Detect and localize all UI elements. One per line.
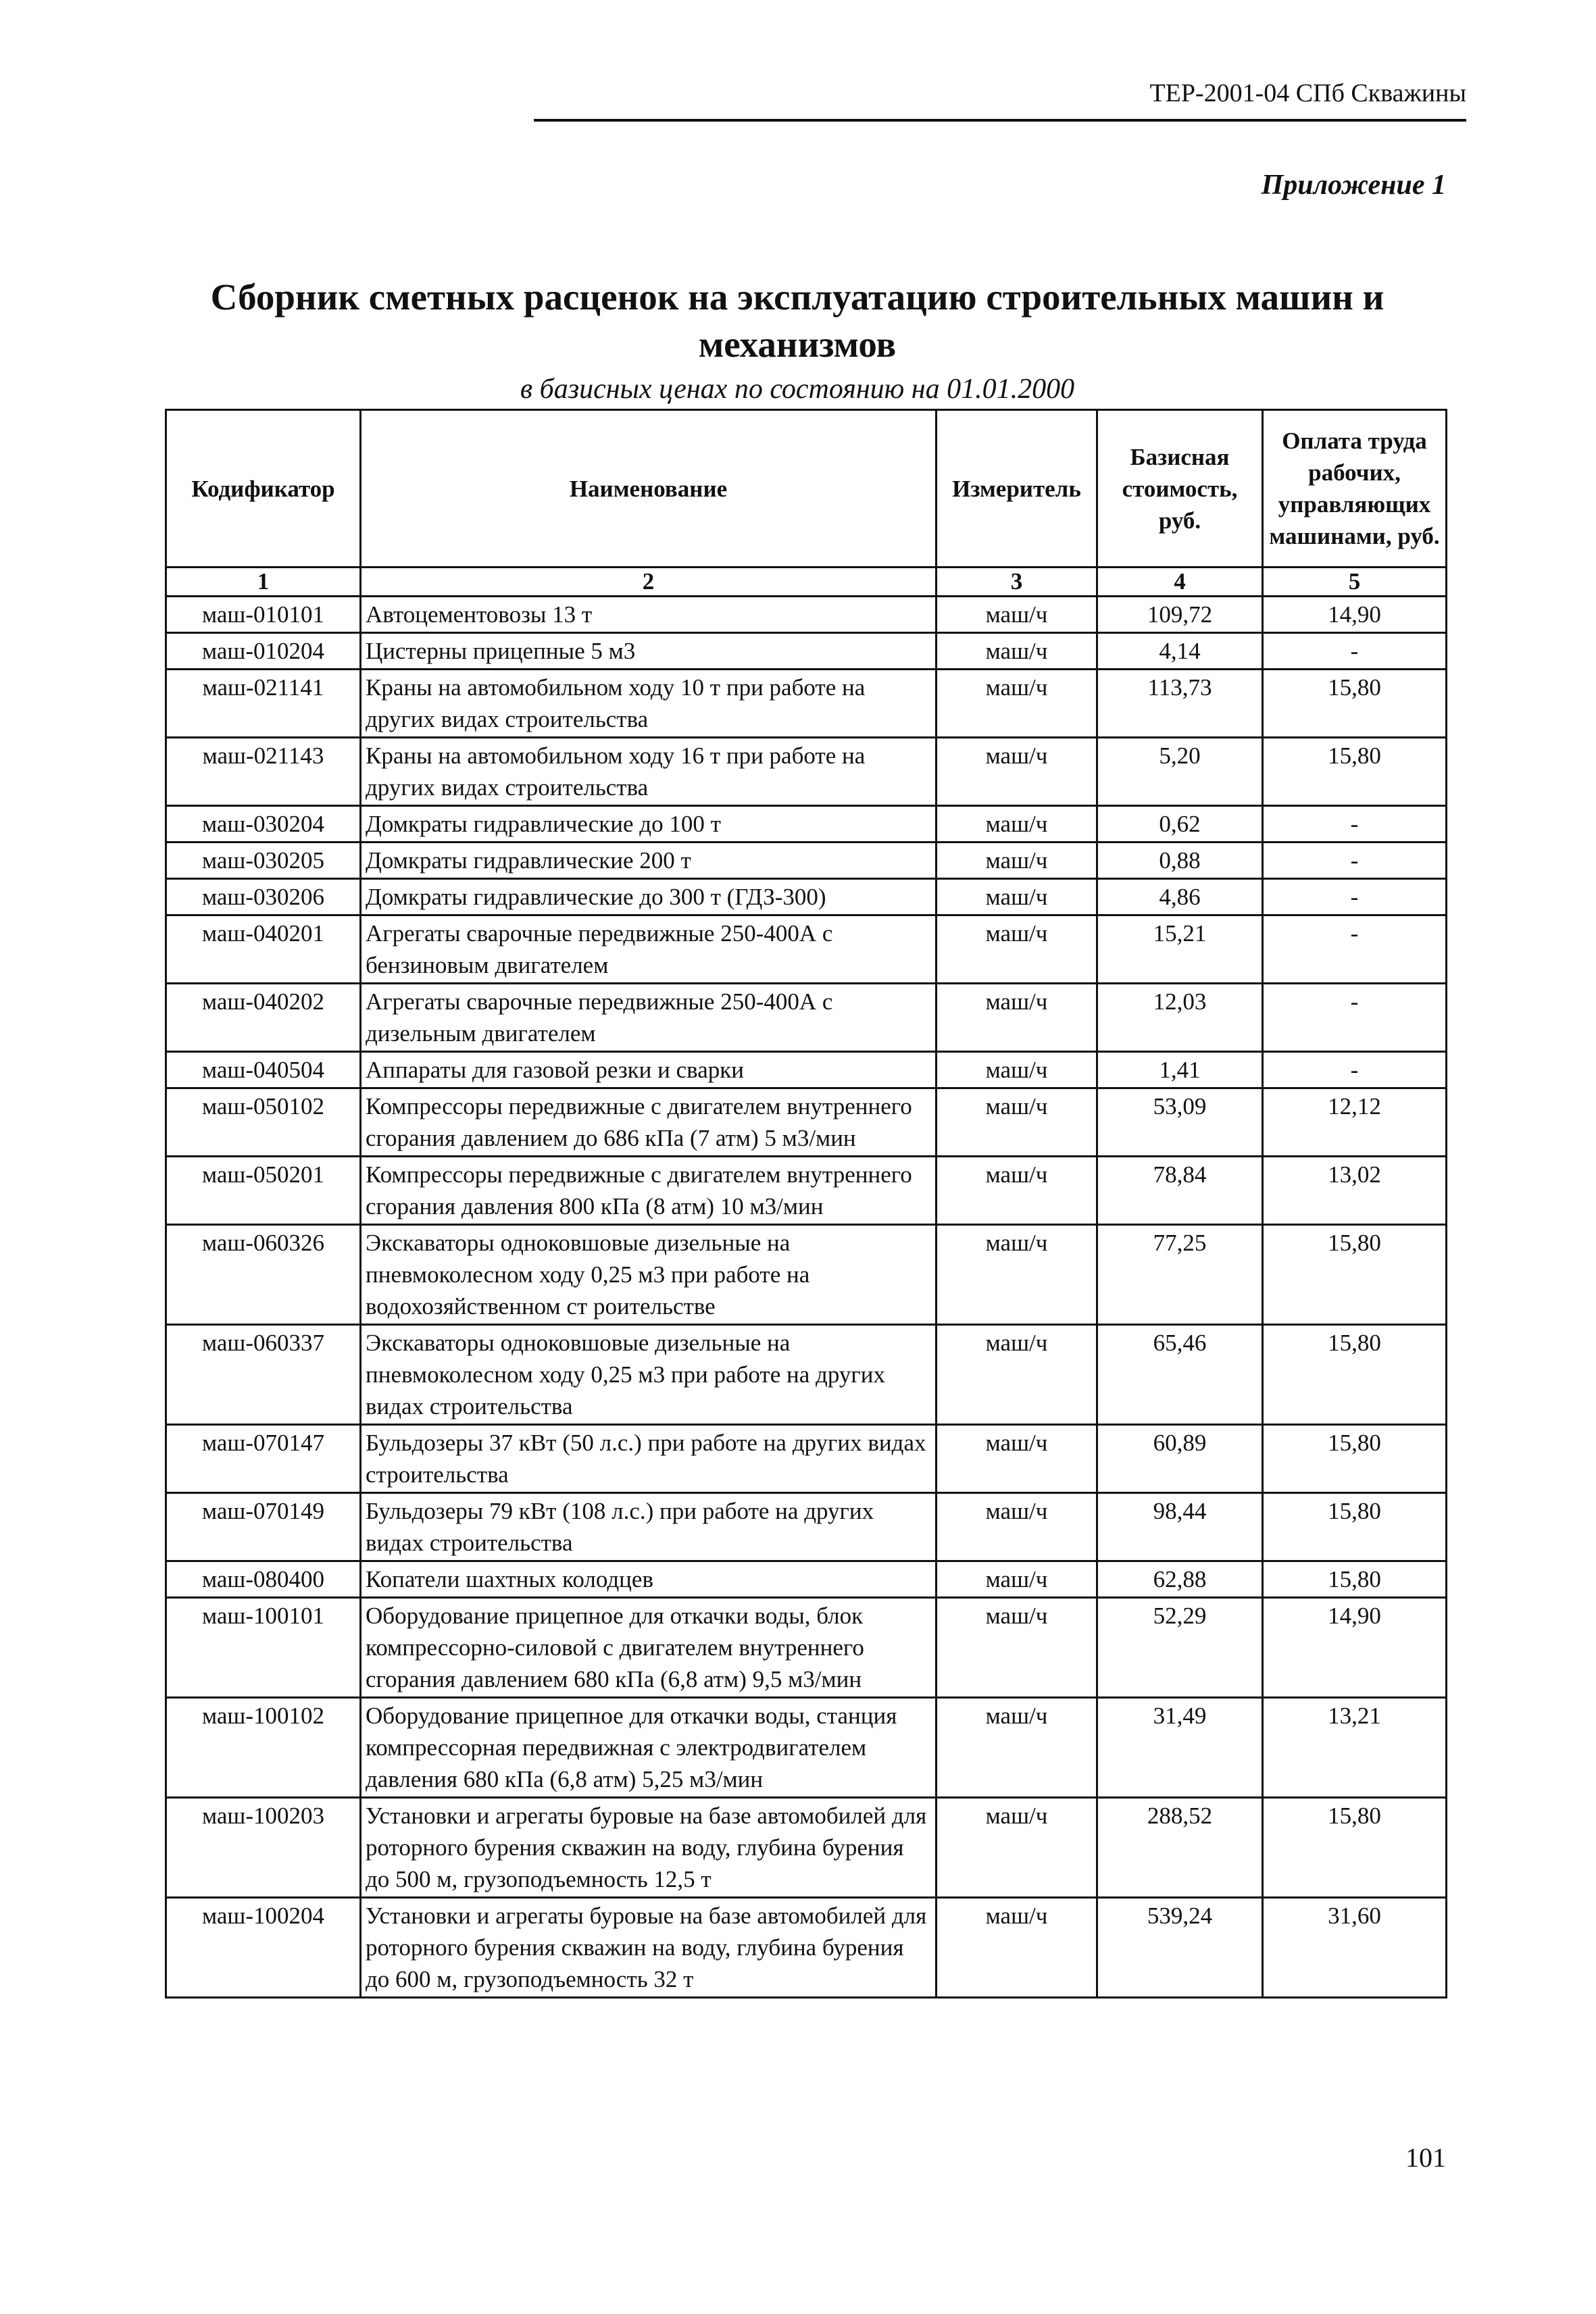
code-cell: маш-030205 — [166, 842, 361, 879]
unit-cell: маш/ч — [937, 597, 1097, 633]
table-row — [166, 1157, 1447, 1225]
name-cell: Краны на автомобильном ходу 16 т при работе на других видах строительства — [361, 738, 937, 806]
pay-cell: 15,80 — [1263, 1798, 1447, 1898]
pay-cell: 15,80 — [1263, 1493, 1447, 1561]
price-cell: 1,41 — [1097, 1052, 1263, 1088]
header-unit: Измеритель — [937, 410, 1097, 568]
table-row — [166, 806, 1447, 842]
price-cell: 0,62 — [1097, 806, 1263, 842]
unit-cell: маш/ч — [937, 1225, 1097, 1325]
price-cell: 5,20 — [1097, 738, 1263, 806]
code-cell: маш-030206 — [166, 879, 361, 915]
code-cell: маш-070149 — [166, 1493, 361, 1561]
rates-table — [165, 409, 1447, 1998]
table-row — [166, 1898, 1447, 1998]
price-cell: 31,49 — [1097, 1698, 1263, 1798]
table-row — [166, 1493, 1447, 1561]
table-row — [166, 1225, 1447, 1325]
pay-cell: 14,90 — [1263, 1598, 1447, 1698]
price-cell: 0,88 — [1097, 842, 1263, 879]
table-row — [166, 1052, 1447, 1088]
column-number: 1 — [166, 568, 361, 597]
code-cell: маш-010101 — [166, 597, 361, 633]
table-row — [166, 842, 1447, 879]
code-cell: маш-060337 — [166, 1325, 361, 1425]
code-cell: маш-100101 — [166, 1598, 361, 1698]
table-row — [166, 1698, 1447, 1798]
name-cell: Домкраты гидравлические до 100 т — [361, 806, 937, 842]
pay-cell: 15,80 — [1263, 1225, 1447, 1325]
price-cell: 109,72 — [1097, 597, 1263, 633]
unit-cell: маш/ч — [937, 1052, 1097, 1088]
code-cell: маш-030204 — [166, 806, 361, 842]
unit-cell: маш/ч — [937, 1157, 1097, 1225]
table-row — [166, 1798, 1447, 1898]
name-cell: Автоцементовозы 13 т — [361, 597, 937, 633]
table-body — [166, 568, 1447, 1998]
table-row — [166, 915, 1447, 984]
code-cell: маш-070147 — [166, 1425, 361, 1493]
price-cell: 539,24 — [1097, 1898, 1263, 1998]
appendix-label: Приложение 1 — [1261, 170, 1446, 201]
unit-cell: маш/ч — [937, 1493, 1097, 1561]
name-cell: Экскаваторы одноковшовые дизельные на пневмоколесном ходу 0,25 м3 при работе на водохозяйственном ст роительстве — [361, 1225, 937, 1325]
code-cell: маш-080400 — [166, 1561, 361, 1598]
table-row — [166, 1325, 1447, 1425]
unit-cell: маш/ч — [937, 1088, 1097, 1157]
price-cell: 15,21 — [1097, 915, 1263, 984]
price-cell: 113,73 — [1097, 670, 1263, 738]
code-cell: маш-050201 — [166, 1157, 361, 1225]
name-cell: Установки и агрегаты буровые на базе автомобилей для роторного бурения скважин на воду, глубина бурения до 500 м, грузоподъемность 12,5 т — [361, 1798, 937, 1898]
unit-cell: маш/ч — [937, 1598, 1097, 1698]
code-cell: маш-100204 — [166, 1898, 361, 1998]
name-cell: Установки и агрегаты буровые на базе автомобилей для роторного бурения скважин на воду, глубина бурения до 600 м, грузоподъемность 32 т — [361, 1898, 937, 1998]
code-cell: маш-040201 — [166, 915, 361, 984]
unit-cell: маш/ч — [937, 1325, 1097, 1425]
pay-cell: - — [1263, 915, 1447, 984]
code-cell: маш-021143 — [166, 738, 361, 806]
name-cell: Компрессоры передвижные с двигателем внутреннего сгорания давления 800 кПа (8 атм) 10 м3/мин — [361, 1157, 937, 1225]
pay-cell: 15,80 — [1263, 1325, 1447, 1425]
code-cell: маш-100102 — [166, 1698, 361, 1798]
document-subtitle: в базисных ценах по состоянию на 01.01.2000 — [520, 374, 1075, 405]
table-row — [166, 879, 1447, 915]
document-reference: ТЕР-2001-04 СПб Скважины — [1149, 79, 1466, 107]
column-number-row — [166, 568, 1447, 597]
column-number: 5 — [1263, 568, 1447, 597]
code-cell: маш-100203 — [166, 1798, 361, 1898]
name-cell: Домкраты гидравлические до 300 т (ГДЗ-300) — [361, 879, 937, 915]
column-number: 2 — [361, 568, 937, 597]
unit-cell: маш/ч — [937, 738, 1097, 806]
header-name: Наименование — [361, 410, 937, 568]
unit-cell: маш/ч — [937, 915, 1097, 984]
name-cell: Оборудование прицепное для откачки воды, блок компрессорно-силовой с двигателем внутреннего сгорания давлением 680 кПа (6,8 атм) 9,5 м3/мин — [361, 1598, 937, 1698]
header-price: Базисная стоимость, руб. — [1097, 410, 1263, 568]
header-rule — [534, 119, 1466, 122]
unit-cell: маш/ч — [937, 670, 1097, 738]
name-cell: Домкраты гидравлические 200 т — [361, 842, 937, 879]
column-number: 4 — [1097, 568, 1263, 597]
price-cell: 4,14 — [1097, 633, 1263, 670]
price-cell: 98,44 — [1097, 1493, 1263, 1561]
unit-cell: маш/ч — [937, 806, 1097, 842]
name-cell: Агрегаты сварочные передвижные 250-400А с бензиновым двигателем — [361, 915, 937, 984]
unit-cell: маш/ч — [937, 633, 1097, 670]
unit-cell: маш/ч — [937, 842, 1097, 879]
price-cell: 288,52 — [1097, 1798, 1263, 1898]
pay-cell: - — [1263, 806, 1447, 842]
code-cell: маш-040202 — [166, 984, 361, 1052]
table-row — [166, 1598, 1447, 1698]
unit-cell: маш/ч — [937, 1561, 1097, 1598]
name-cell: Бульдозеры 37 кВт (50 л.с.) при работе на других видах строительства — [361, 1425, 937, 1493]
table-row — [166, 984, 1447, 1052]
price-cell: 62,88 — [1097, 1561, 1263, 1598]
name-cell: Компрессоры передвижные с двигателем внутреннего сгорания давлением до 686 кПа (7 атм) 5 м3/мин — [361, 1088, 937, 1157]
name-cell: Бульдозеры 79 кВт (108 л.с.) при работе на других видах строительства — [361, 1493, 937, 1561]
unit-cell: маш/ч — [937, 984, 1097, 1052]
table-header-row — [166, 410, 1447, 568]
header-code: Кодификатор — [166, 410, 361, 568]
name-cell: Краны на автомобильном ходу 10 т при работе на других видах строительства — [361, 670, 937, 738]
price-cell: 65,46 — [1097, 1325, 1263, 1425]
pay-cell: - — [1263, 842, 1447, 879]
pay-cell: 15,80 — [1263, 670, 1447, 738]
table-row — [166, 1088, 1447, 1157]
pay-cell: 15,80 — [1263, 1561, 1447, 1598]
code-cell: маш-060326 — [166, 1225, 361, 1325]
price-cell: 53,09 — [1097, 1088, 1263, 1157]
pay-cell: 14,90 — [1263, 597, 1447, 633]
price-cell: 60,89 — [1097, 1425, 1263, 1493]
pay-cell: - — [1263, 879, 1447, 915]
pay-cell: 12,12 — [1263, 1088, 1447, 1157]
table-row — [166, 1425, 1447, 1493]
table-row — [166, 597, 1447, 633]
price-cell: 78,84 — [1097, 1157, 1263, 1225]
name-cell: Аппараты для газовой резки и сварки — [361, 1052, 937, 1088]
page-number: 101 — [1405, 2142, 1446, 2173]
name-cell: Цистерны прицепные 5 м3 — [361, 633, 937, 670]
table-row — [166, 1561, 1447, 1598]
pay-cell: - — [1263, 1052, 1447, 1088]
name-cell: Оборудование прицепное для откачки воды, станция компрессорная передвижная с электродвигателем давления 680 кПа (6,8 атм) 5,25 м3/мин — [361, 1698, 937, 1798]
code-cell: маш-050102 — [166, 1088, 361, 1157]
pay-cell: 15,80 — [1263, 1425, 1447, 1493]
pay-cell: - — [1263, 633, 1447, 670]
unit-cell: маш/ч — [937, 1425, 1097, 1493]
price-cell: 52,29 — [1097, 1598, 1263, 1698]
unit-cell: маш/ч — [937, 1898, 1097, 1998]
unit-cell: маш/ч — [937, 1698, 1097, 1798]
pay-cell: 31,60 — [1263, 1898, 1447, 1998]
code-cell: маш-010204 — [166, 633, 361, 670]
header-pay: Оплата труда рабочих, управляющих машинами, руб. — [1263, 410, 1447, 568]
column-number: 3 — [937, 568, 1097, 597]
price-cell: 77,25 — [1097, 1225, 1263, 1325]
unit-cell: маш/ч — [937, 879, 1097, 915]
table-row — [166, 738, 1447, 806]
price-cell: 12,03 — [1097, 984, 1263, 1052]
name-cell: Агрегаты сварочные передвижные 250-400А с дизельным двигателем — [361, 984, 937, 1052]
unit-cell: маш/ч — [937, 1798, 1097, 1898]
document-title: Сборник сметных расценок на эксплуатацию строительных машин и механизмов — [210, 276, 1385, 365]
name-cell: Копатели шахтных колодцев — [361, 1561, 937, 1598]
table-row — [166, 670, 1447, 738]
pay-cell: - — [1263, 984, 1447, 1052]
pay-cell: 15,80 — [1263, 738, 1447, 806]
price-cell: 4,86 — [1097, 879, 1263, 915]
code-cell: маш-040504 — [166, 1052, 361, 1088]
code-cell: маш-021141 — [166, 670, 361, 738]
name-cell: Экскаваторы одноковшовые дизельные на пневмоколесном ходу 0,25 м3 при работе на других видах строительства — [361, 1325, 937, 1425]
pay-cell: 13,21 — [1263, 1698, 1447, 1798]
pay-cell: 13,02 — [1263, 1157, 1447, 1225]
table-row — [166, 633, 1447, 670]
